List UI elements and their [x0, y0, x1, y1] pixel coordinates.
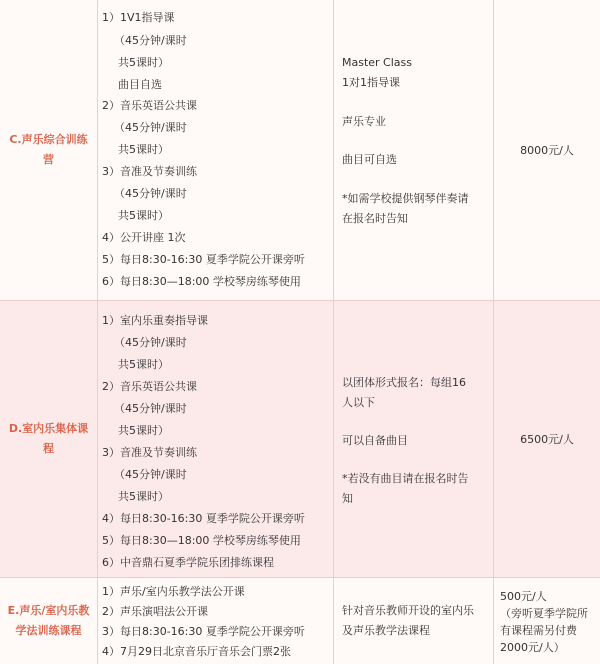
course-item: 共5课时） — [118, 490, 169, 503]
course-item: 3）每日8:30-16:30 夏季学院公开课旁听 — [102, 625, 305, 638]
course-description-cell — [334, 578, 494, 664]
course-category: C.声乐综合训练营 — [9, 133, 88, 166]
course-price-cell — [494, 301, 600, 577]
course-item: （45分钟/课时 — [114, 187, 187, 200]
course-items-cell — [98, 301, 334, 577]
description-line: *如需学校提供钢琴伴奏请 — [342, 192, 469, 205]
course-item: 5）每日8:30-16:30 夏季学院公开课旁听 — [102, 253, 305, 266]
course-category: D.室内乐集体课程 — [8, 422, 89, 455]
course-price-cell — [494, 0, 600, 300]
course-item: 6）每日8:30—18:00 学校琴房练琴使用 — [102, 275, 301, 288]
course-items-cell — [98, 578, 334, 664]
course-item: （45分钟/课时 — [114, 336, 187, 349]
course-item: （45分钟/课时 — [114, 402, 187, 415]
course-item: 2）音乐英语公共课 — [102, 380, 197, 393]
price-line: （旁听夏季学院所 — [500, 607, 588, 620]
course-item: （45分钟/课时 — [114, 468, 187, 481]
description-line: 知 — [342, 492, 353, 505]
description-line: 曲目可自选 — [342, 153, 397, 166]
course-description-cell — [334, 0, 494, 300]
course-item: （45分钟/课时 — [114, 121, 187, 134]
course-items-cell — [98, 0, 334, 300]
description-line: 1对1指导课 — [342, 76, 400, 89]
description-line: 以团体形式报名：每组16 — [342, 376, 466, 389]
course-row-d — [0, 301, 600, 578]
course-item: 曲目自选 — [118, 78, 162, 91]
description-line: 及声乐教学法课程 — [342, 624, 430, 637]
course-item: 2）声乐演唱法公开课 — [102, 605, 208, 618]
description-line: *若没有曲目请在报名时告 — [342, 472, 469, 485]
course-item: 3）音准及节奏训练 — [102, 446, 197, 459]
price-line: 2000元/人） — [500, 641, 565, 654]
course-price-cell — [494, 578, 600, 664]
description-line: 声乐专业 — [342, 115, 386, 128]
price-line: 有课程需另付费 — [500, 624, 577, 637]
description-line: 针对音乐教师开设的室内乐 — [342, 604, 474, 617]
description-line: Master Class — [342, 56, 413, 69]
course-item: 1）1V1指导课 — [102, 11, 175, 24]
course-category-cell — [0, 301, 98, 577]
description-line: 可以自备曲目 — [342, 434, 408, 447]
course-row-e — [0, 578, 600, 664]
course-item: 2）音乐英语公共课 — [102, 99, 197, 112]
course-item: 共5课时） — [118, 56, 169, 69]
course-item: 4）7月29日北京音乐厅音乐会门票2张 — [102, 645, 291, 658]
course-item: 6）中音鼎石夏季学院乐团排练课程 — [102, 556, 274, 569]
course-item: 共5课时） — [118, 209, 169, 222]
course-description-cell — [334, 301, 494, 577]
course-row-c — [0, 0, 600, 301]
course-item: 4）公开讲座 1次 — [102, 231, 186, 244]
course-price: 6500元/人 — [520, 433, 574, 446]
course-price: 8000元/人 — [520, 144, 574, 157]
course-item: 共5课时） — [118, 358, 169, 371]
course-category-cell — [0, 0, 98, 300]
course-item: 4）每日8:30-16:30 夏季学院公开课旁听 — [102, 512, 305, 525]
course-item: 共5课时） — [118, 424, 169, 437]
course-item: （45分钟/课时 — [114, 34, 187, 47]
course-category: E.声乐/室内乐教学法训练课程 — [7, 604, 90, 637]
course-item: 共5课时） — [118, 143, 169, 156]
description-line: 在报名时告知 — [342, 212, 408, 225]
course-category-cell — [0, 578, 98, 664]
course-item: 5）每日8:30—18:00 学校琴房练琴使用 — [102, 534, 301, 547]
course-item: 3）音准及节奏训练 — [102, 165, 197, 178]
description-line: 人以下 — [342, 396, 375, 409]
price-line: 500元/人 — [500, 590, 547, 603]
course-item: 1）室内乐重奏指导课 — [102, 314, 208, 327]
course-item: 1）声乐/室内乐教学法公开课 — [102, 585, 245, 598]
